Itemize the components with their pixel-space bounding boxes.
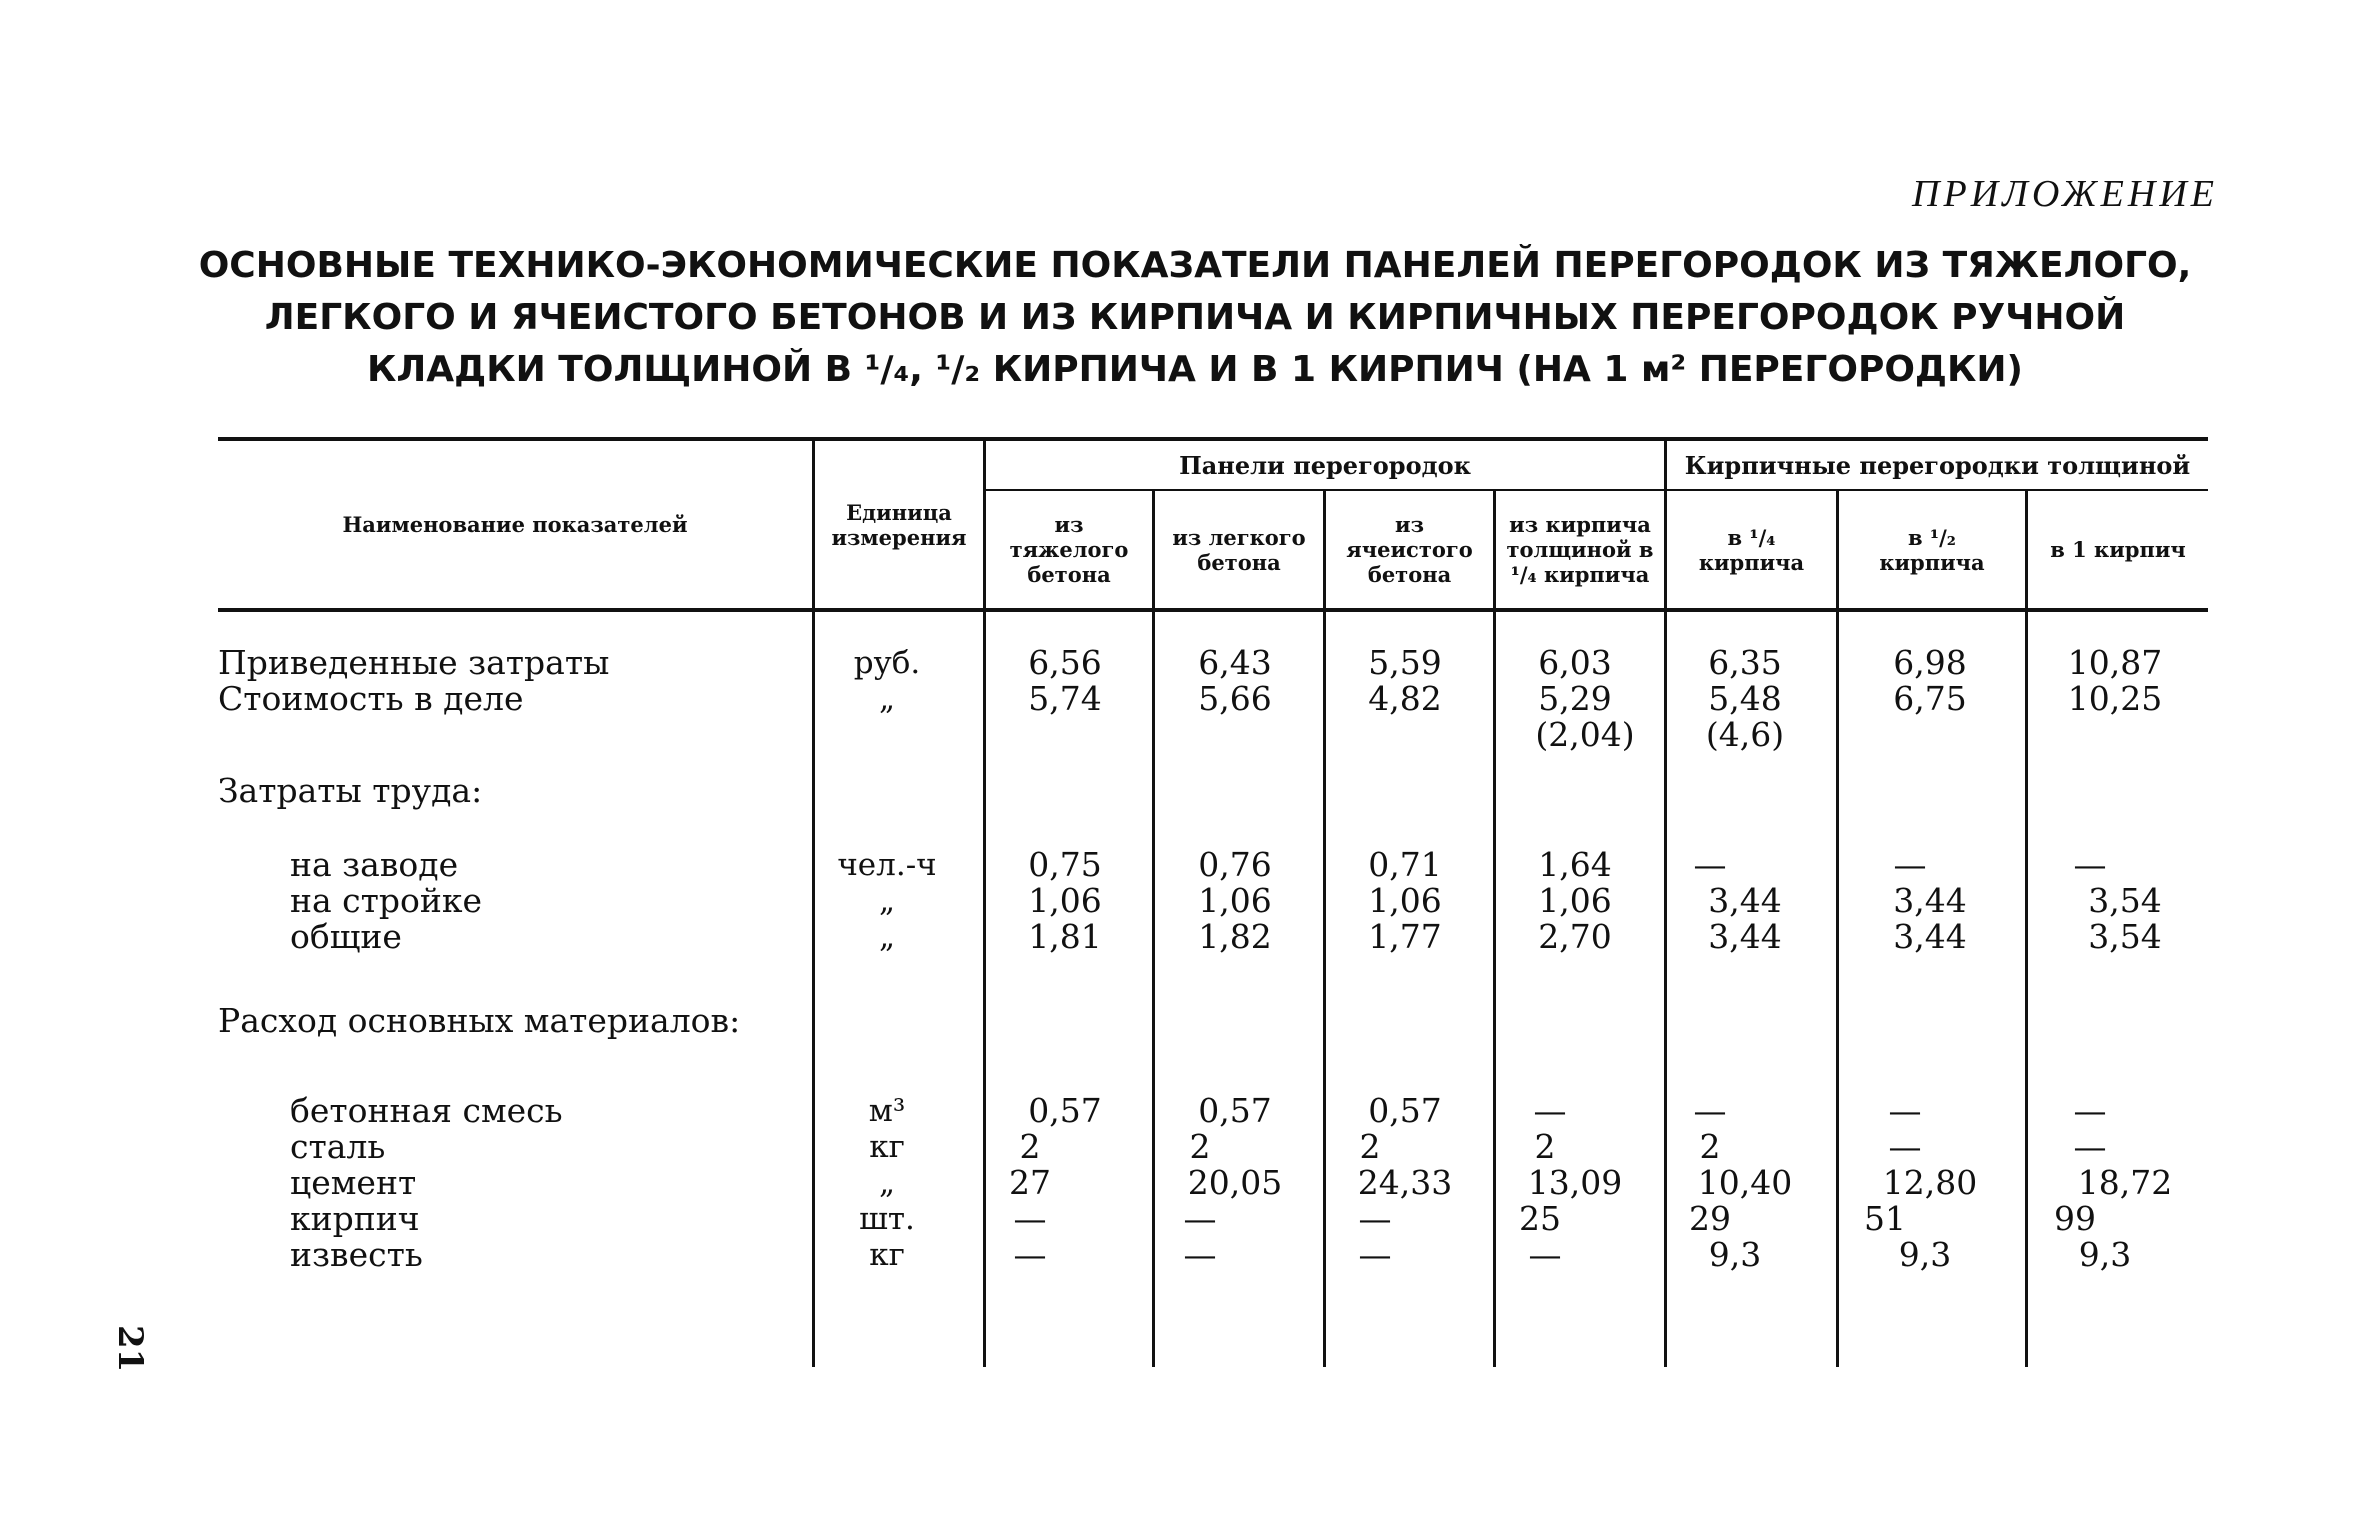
row-label-steel: сталь — [290, 1127, 386, 1166]
row-unit: „ — [878, 1165, 896, 1201]
column-divider — [1323, 489, 1326, 1367]
cell: 12,80 — [1882, 1163, 1978, 1202]
title-line-2: ЛЕГКОГО И ЯЧЕИСТОГО БЕТОНОВ И ИЗ КИРПИЧА И КИРПИЧНЫХ ПЕРЕГОРОДОК РУЧНОЙ — [264, 297, 2126, 338]
cell: 29 — [1689, 1199, 1731, 1238]
cell: 13,09 — [1527, 1163, 1623, 1202]
column-divider — [1836, 489, 1839, 1367]
cell: 0,57 — [1198, 1091, 1272, 1130]
header-col-brick-panel: из кирпича толщиной в ¹/₄ кирпича — [1506, 512, 1654, 587]
cell: — — [1693, 1091, 1727, 1130]
row-unit: „ — [878, 681, 896, 717]
row-label-reduced-costs: Приведенные затраты — [218, 643, 610, 682]
cell: 10,40 — [1697, 1163, 1793, 1202]
cell: — — [1528, 1235, 1562, 1274]
cell: 18,72 — [2077, 1163, 2173, 1202]
column-divider — [1493, 489, 1496, 1367]
cell: 6,98 — [1893, 643, 1967, 682]
cell: — — [1533, 1091, 1567, 1130]
header-bottom-rule — [218, 608, 2208, 612]
cell: 1,77 — [1368, 917, 1442, 956]
cell: — — [1013, 1235, 1047, 1274]
cell: 3,44 — [1893, 917, 1967, 956]
cell: 6,35 — [1708, 643, 1782, 682]
cell: 10,87 — [2067, 643, 2163, 682]
cell: 5,29 — [1538, 679, 1612, 718]
cell: 6,75 — [1893, 679, 1967, 718]
title-line-3: КЛАДКИ ТОЛЩИНОЙ В ¹/₄, ¹/₂ КИРПИЧА И В 1 КИРПИЧ (НА 1 м² ПЕРЕГОРОДКИ) — [366, 349, 2024, 390]
cell: 3,54 — [2088, 881, 2162, 920]
cell: 3,44 — [1708, 881, 1782, 920]
cell: 5,66 — [1198, 679, 1272, 718]
row-label-cost-in-place: Стоимость в деле — [218, 679, 524, 718]
cell: 27 — [1009, 1163, 1051, 1202]
cell: — — [1358, 1235, 1392, 1274]
cell: 2,70 — [1538, 917, 1612, 956]
header-group-panels: Панели перегородок — [1179, 450, 1471, 480]
cell: 0,57 — [1028, 1091, 1102, 1130]
cell: 3,54 — [2088, 917, 2162, 956]
row-label-lime: известь — [290, 1235, 423, 1274]
cell: 6,43 — [1198, 643, 1272, 682]
cell: 20,05 — [1187, 1163, 1283, 1202]
cell: 1,82 — [1198, 917, 1272, 956]
cell: 2 — [1359, 1127, 1381, 1166]
cell: 2 — [1189, 1127, 1211, 1166]
cell: 10,25 — [2067, 679, 2163, 718]
section-label-materials: Расход основных материалов: — [218, 1001, 741, 1040]
cell: 2 — [1019, 1127, 1041, 1166]
cell: 6,56 — [1028, 643, 1102, 682]
cell: 5,48 — [1708, 679, 1782, 718]
cell: 9,3 — [1898, 1235, 1952, 1274]
row-unit: м³ — [868, 1093, 906, 1129]
cell: — — [1893, 845, 1927, 884]
cell: 5,74 — [1028, 679, 1102, 718]
cell: — — [1013, 1199, 1047, 1238]
row-unit: чел.-ч — [837, 847, 937, 883]
header-indicator: Наименование показателей — [342, 512, 688, 537]
cell: 1,81 — [1028, 917, 1102, 956]
header-col-one-brick: в 1 кирпич — [2050, 537, 2186, 562]
header-col-cellular-concrete: из ячеистого бетона — [1346, 512, 1473, 587]
header-col-heavy-concrete: из тяжелого бетона — [1009, 512, 1129, 587]
cell: — — [1693, 845, 1727, 884]
cell: — — [2073, 845, 2107, 884]
row-label-concrete-mix: бетонная смесь — [290, 1091, 563, 1130]
cell: — — [2073, 1127, 2107, 1166]
cell: 0,57 — [1368, 1091, 1442, 1130]
page-number: 21 — [110, 1325, 150, 1373]
row-unit: кг — [869, 1237, 905, 1273]
cell: 24,33 — [1357, 1163, 1453, 1202]
title-line-1: ОСНОВНЫЕ ТЕХНИКО-ЭКОНОМИЧЕСКИЕ ПОКАЗАТЕЛИ ПАНЕЛЕЙ ПЕРЕГОРОДОК ИЗ ТЯЖЕЛОГО, — [198, 245, 2192, 286]
cell: 1,06 — [1368, 881, 1442, 920]
cell: 1,64 — [1538, 845, 1612, 884]
cell: 6,03 — [1538, 643, 1612, 682]
cell: 9,3 — [1708, 1235, 1762, 1274]
cell-note: (2,04) — [1535, 715, 1635, 754]
cell: 51 — [1864, 1199, 1906, 1238]
row-label-at-site: на стройке — [290, 881, 483, 920]
page-title — [180, 240, 2210, 396]
row-unit: „ — [878, 883, 896, 919]
column-divider — [1152, 489, 1155, 1367]
row-label-brick: кирпич — [290, 1199, 420, 1238]
cell: 0,75 — [1028, 845, 1102, 884]
cell: 0,71 — [1368, 845, 1442, 884]
cell: — — [1358, 1199, 1392, 1238]
row-label-cement: цемент — [290, 1163, 417, 1202]
row-unit: руб. — [853, 645, 921, 681]
header-group-brick: Кирпичные перегородки толщиной — [1684, 450, 2191, 480]
cell: 2 — [1699, 1127, 1721, 1166]
cell-note: (4,6) — [1705, 715, 1785, 754]
header-col-quarter-brick: в ¹/₄ кирпича — [1698, 524, 1805, 575]
column-divider — [2025, 489, 2028, 1367]
header-unit: Единица измерения — [831, 499, 967, 550]
row-unit: „ — [878, 919, 896, 955]
cell: 99 — [2054, 1199, 2096, 1238]
cell: — — [2073, 1091, 2107, 1130]
row-unit: шт. — [859, 1201, 915, 1237]
cell: 2 — [1534, 1127, 1556, 1166]
header-col-light-concrete: из легкого бетона — [1172, 524, 1306, 575]
row-unit: кг — [869, 1129, 905, 1165]
cell: — — [1183, 1235, 1217, 1274]
section-label-labor-costs: Затраты труда: — [218, 771, 483, 810]
cell: 3,44 — [1893, 881, 1967, 920]
cell: — — [1888, 1091, 1922, 1130]
cell: 5,59 — [1368, 643, 1442, 682]
row-label-total: общие — [290, 917, 402, 956]
cell: 3,44 — [1708, 917, 1782, 956]
cell: 1,06 — [1198, 881, 1272, 920]
cell: — — [1888, 1127, 1922, 1166]
cell: — — [1183, 1199, 1217, 1238]
header-col-half-brick: в ¹/₂ кирпича — [1879, 524, 1985, 575]
appendix-label: ПРИЛОЖЕНИЕ — [1912, 173, 2218, 215]
cell: 1,06 — [1538, 881, 1612, 920]
cell: 0,76 — [1198, 845, 1272, 884]
cell: 25 — [1519, 1199, 1561, 1238]
cell: 9,3 — [2078, 1235, 2132, 1274]
row-label-at-plant: на заводе — [290, 845, 459, 884]
cell: 1,06 — [1028, 881, 1102, 920]
cell: 4,82 — [1368, 679, 1442, 718]
